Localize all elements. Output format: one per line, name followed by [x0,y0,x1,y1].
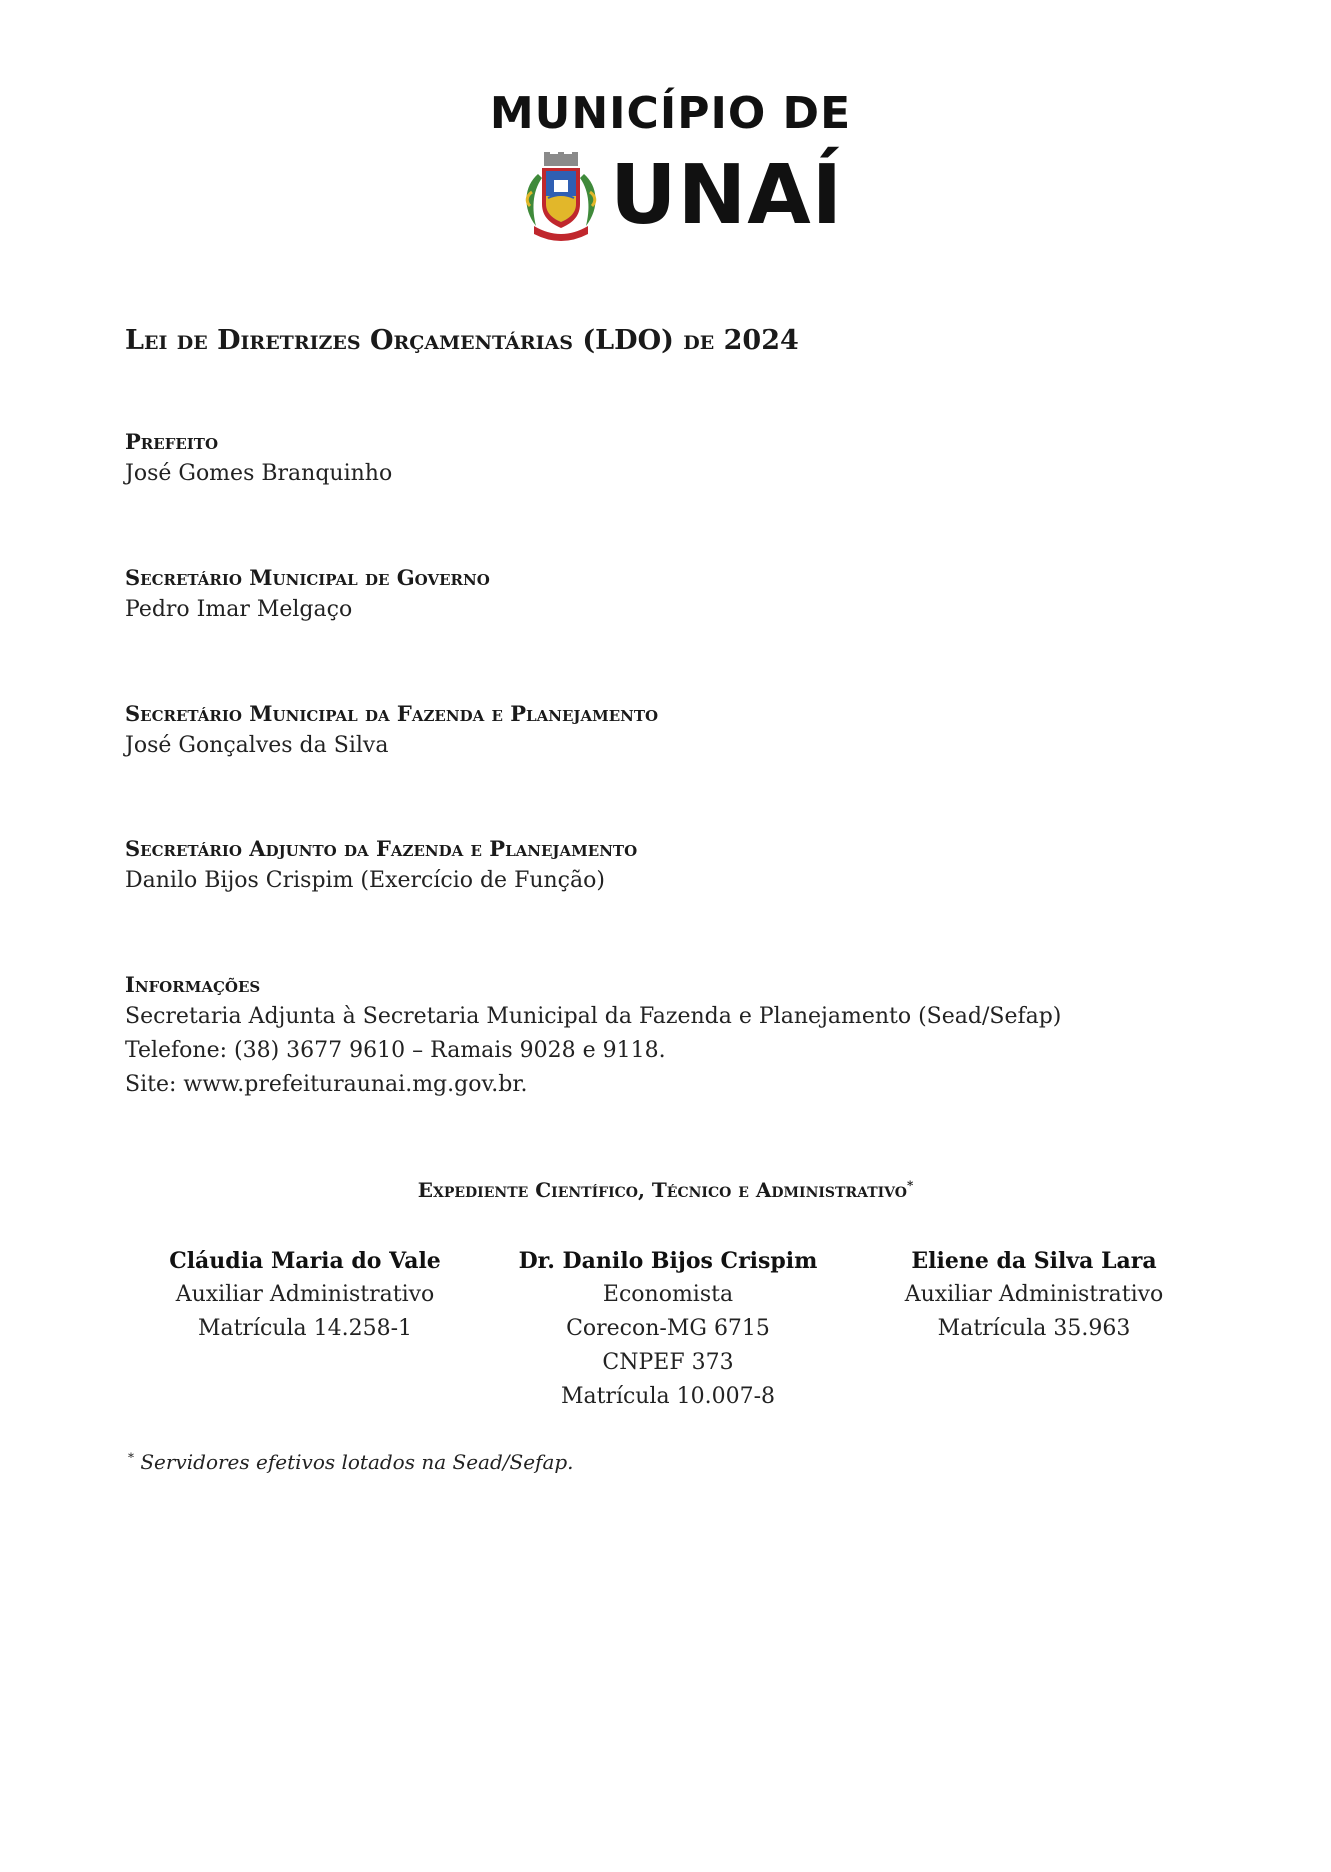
section-informacoes [125,970,1061,1102]
section-label: Secretário Adjunto da Fazenda e Planejamento [125,836,638,861]
staff-card [115,1244,495,1346]
footnote-marker: * [128,1450,134,1465]
header-municipio: MUNICÍPIO DE [489,88,852,139]
staff-cnpef: CNPEF 373 [602,1350,734,1375]
info-line-secretaria: Secretaria Adjunta à Secretaria Municipal da Fazenda e Planejamento (Sead/Sefap) [125,1004,1062,1029]
staff-matricula: Matrícula 35.963 [937,1316,1131,1341]
page-title: Lei de Diretrizes Orçamentárias (LDO) de 2024 [125,325,799,356]
staff-role: Auxiliar Administrativo [175,1282,435,1307]
header-city-name: UNAÍ [610,148,844,243]
section-value: Pedro Imar Melgaço [125,597,353,622]
footnote-text: Servidores efetivos lotados na Sead/Sefap. [140,1450,574,1474]
staff-name: Dr. Danilo Bijos Crispim [518,1248,818,1274]
staff-matricula: Matrícula 10.007-8 [560,1384,776,1409]
section-label: Prefeito [125,429,219,454]
section-secretario-governo [125,563,490,627]
staff-card [478,1244,858,1414]
staff-corecon: Corecon-MG 6715 [566,1316,770,1341]
staff-matricula: Matrícula 14.258-1 [197,1316,413,1341]
section-label: Secretário Municipal da Fazenda e Planejamento [125,701,659,726]
info-line-telefone: Telefone: (38) 3677 9610 – Ramais 9028 e 9118. [125,1038,666,1063]
expediente-title-text: Expediente Científico, Técnico e Administrativo [417,1178,907,1202]
staff-role: Auxiliar Administrativo [904,1282,1164,1307]
info-line-site[interactable]: Site: www.prefeituraunai.mg.gov.br. [125,1072,528,1097]
section-value: Danilo Bijos Crispim (Exercício de Função) [125,868,605,893]
staff-card [844,1244,1224,1346]
section-prefeito [125,427,392,491]
section-label: Informações [125,972,261,997]
staff-role: Economista [602,1282,734,1307]
expediente-marker: * [906,1178,914,1193]
footnote [128,1450,574,1474]
staff-name: Cláudia Maria do Vale [169,1248,441,1274]
staff-name: Eliene da Silva Lara [911,1248,1157,1274]
coat-of-arms-icon [518,152,604,244]
section-secretario-adjunto [125,834,637,898]
section-secretario-fazenda [125,699,658,763]
section-value: José Gomes Branquinho [125,461,393,486]
expediente-title [0,1178,1331,1202]
section-label: Secretário Municipal de Governo [125,565,490,590]
section-value: José Gonçalves da Silva [125,733,389,758]
